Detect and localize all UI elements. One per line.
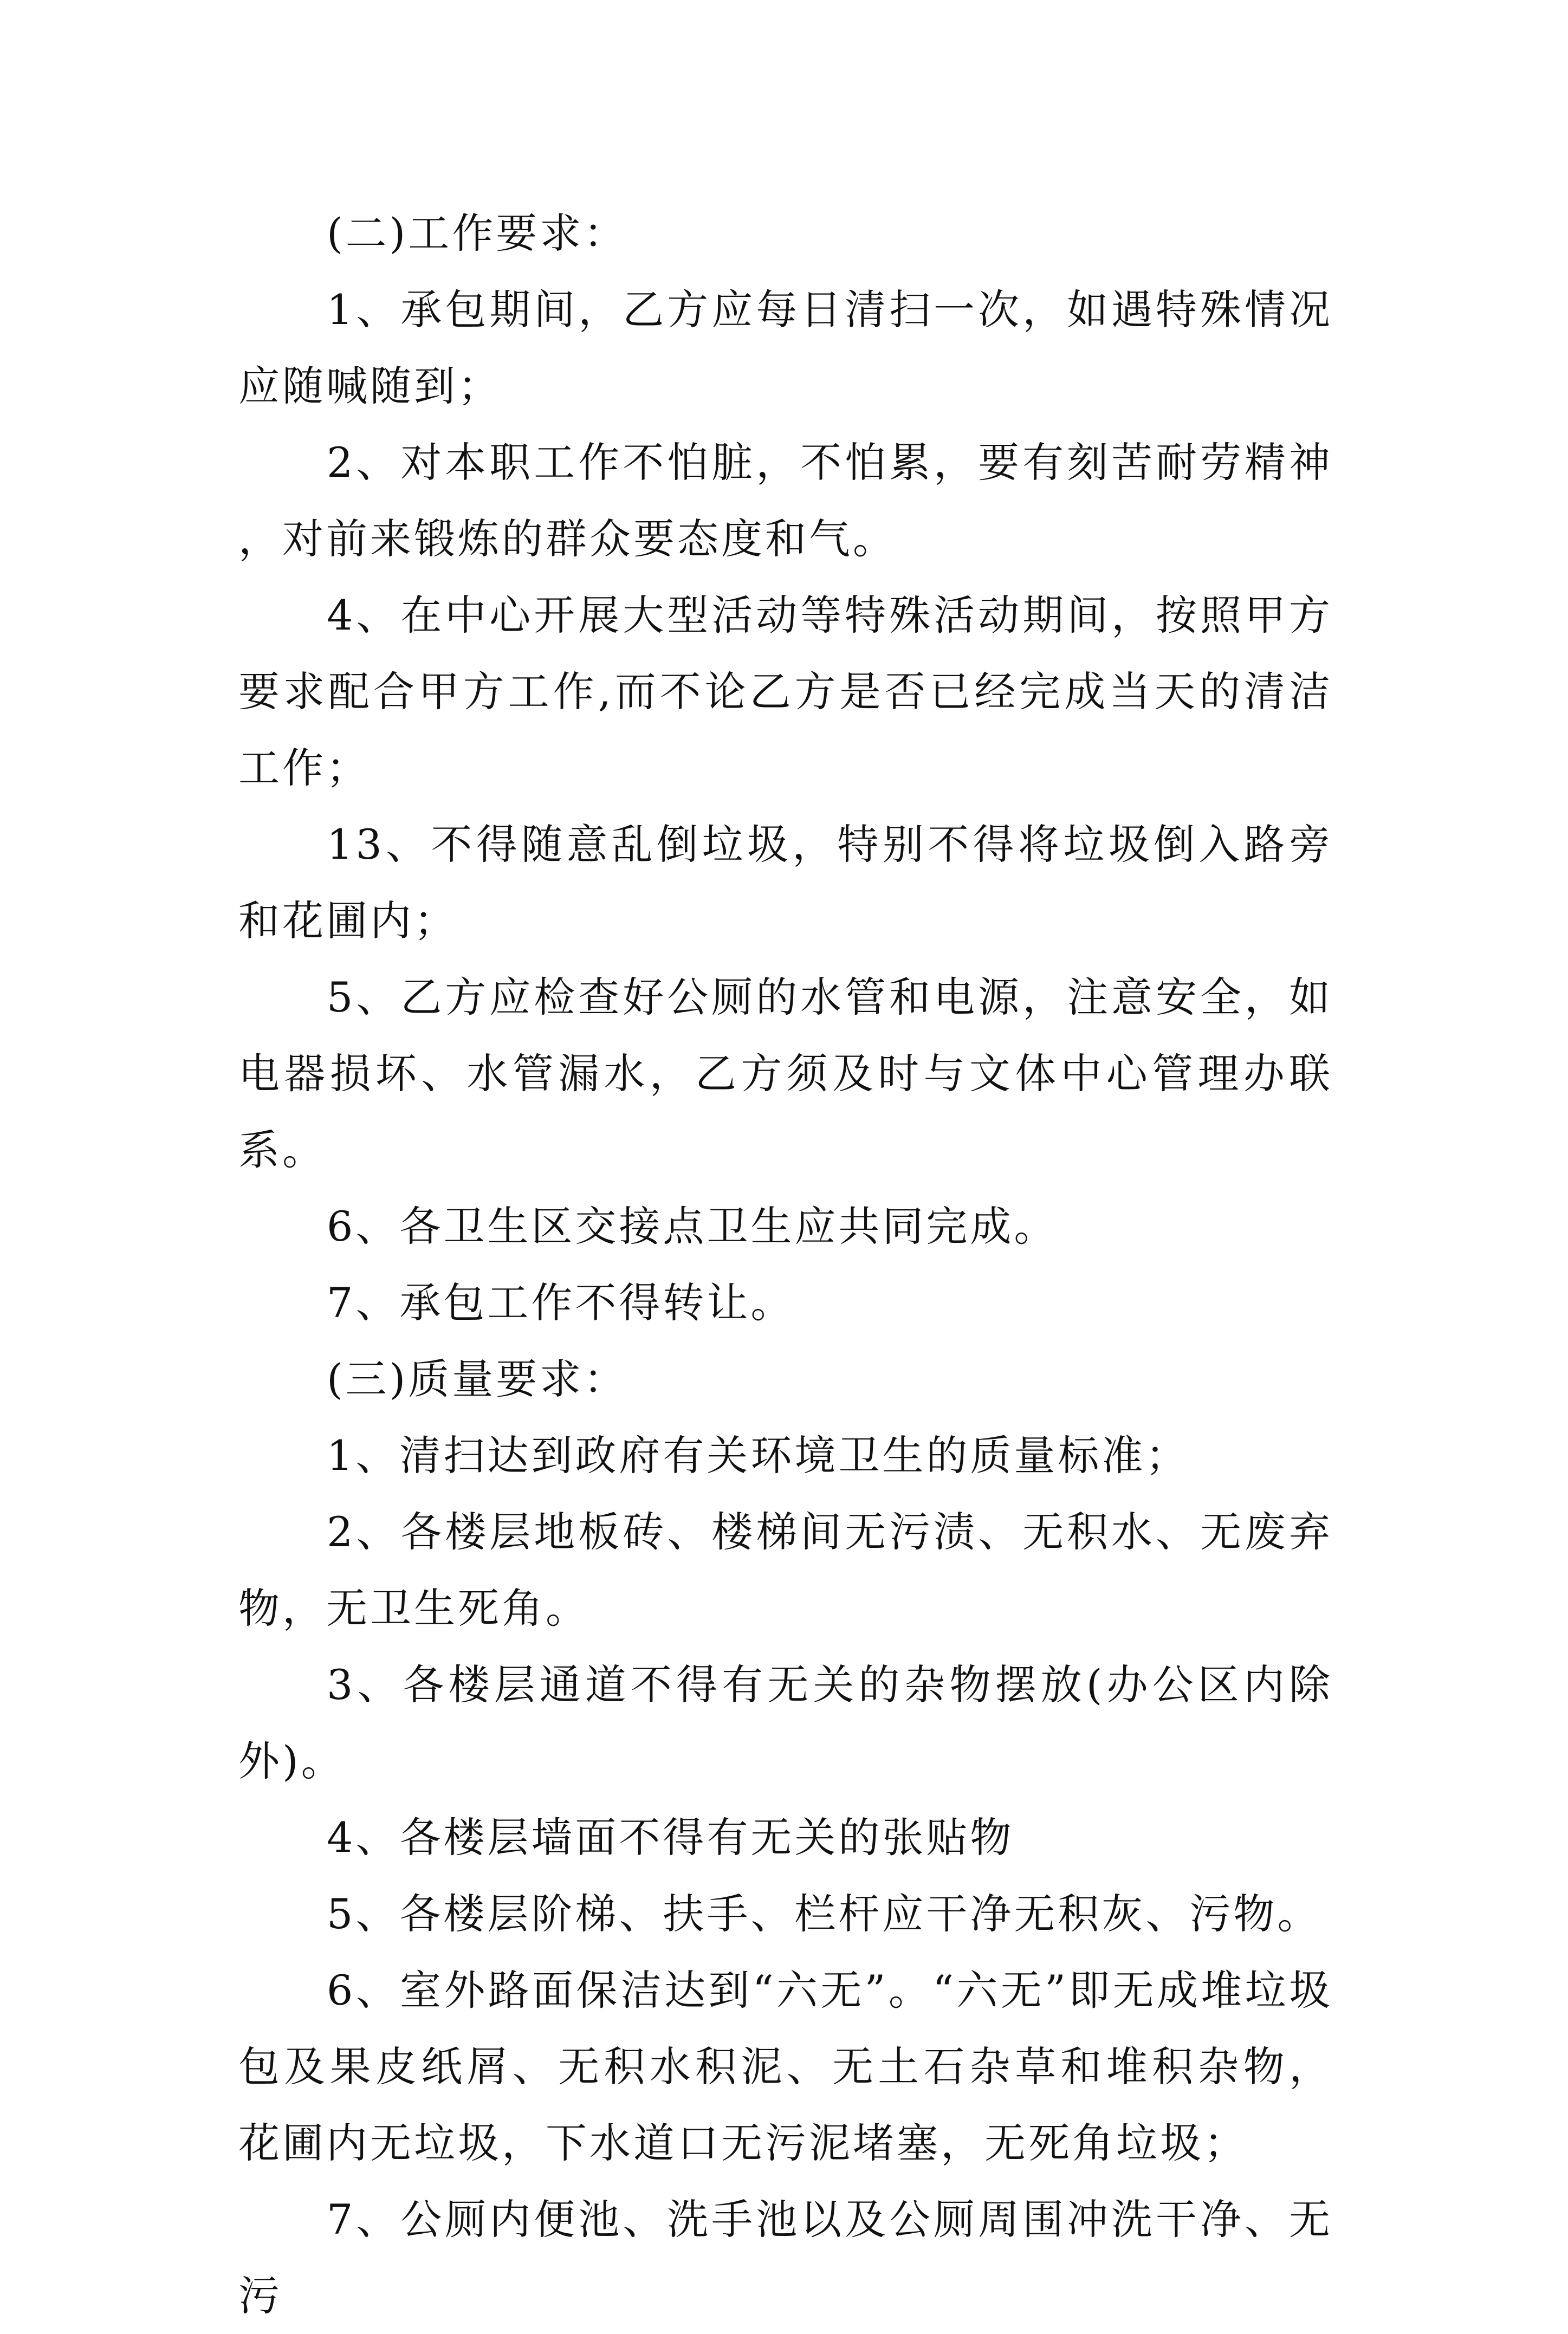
paragraph-work-req-6: 6、各卫生区交接点卫生应共同完成。 [327, 1202, 1058, 1250]
paragraph-quality-req-2: 2、各楼层地板砖、楼梯间无污渍、无积水、无废弃物，无卫生死角。 [238, 1508, 1333, 1632]
section-heading-quality-requirements: (三)质量要求： [327, 1355, 628, 1403]
paragraph-quality-req-5: 5、各楼层阶梯、扶手、栏杆应干净无积灰、污物。 [327, 1890, 1321, 1938]
paragraph-work-req-13: 13、不得随意乱倒垃圾，特别不得将垃圾倒入路旁和花圃内； [238, 820, 1333, 945]
paragraph-quality-req-3: 3、各楼层通道不得有无关的杂物摆放(办公区内除外)。 [238, 1661, 1333, 1785]
paragraph-quality-req-1: 1、清扫达到政府有关环境卫生的质量标准； [327, 1431, 1190, 1480]
paragraph-work-req-1: 1、承包期间，乙方应每日清扫一次，如遇特殊情况应随喊随到； [238, 286, 1333, 410]
section-heading-work-requirements: (二)工作要求： [327, 209, 628, 257]
paragraph-work-req-5: 5、乙方应检查好公厕的水管和电源，注意安全，如电器损坏、水管漏水，乙方须及时与文体中心管理办联系。 [238, 973, 1333, 1174]
paragraph-work-req-2: 2、对本职工作不怕脏，不怕累，要有刻苦耐劳精神，对前来锻炼的群众要态度和气。 [238, 438, 1333, 563]
paragraph-quality-req-6: 6、室外路面保洁达到“六无”。“六无”即无成堆垃圾包及果皮纸屑、无积水积泥、无土石杂草和堆积杂物，花圃内无垃圾，下水道口无污泥堵塞，无死角垃圾； [238, 1966, 1333, 2167]
paragraph-quality-req-4: 4、各楼层墙面不得有无关的张贴物 [327, 1813, 1014, 1862]
document-body [238, 195, 1333, 2334]
paragraph-work-req-7: 7、承包工作不得转让。 [327, 1279, 795, 1327]
paragraph-quality-req-7: 7、公厕内便池、洗手池以及公厕周围冲洗干净、无污 [238, 2195, 1333, 2320]
paragraph-work-req-4: 4、在中心开展大型活动等特殊活动期间，按照甲方要求配合甲方工作,而不论乙方是否已经完成当天的清洁工作； [238, 591, 1333, 792]
